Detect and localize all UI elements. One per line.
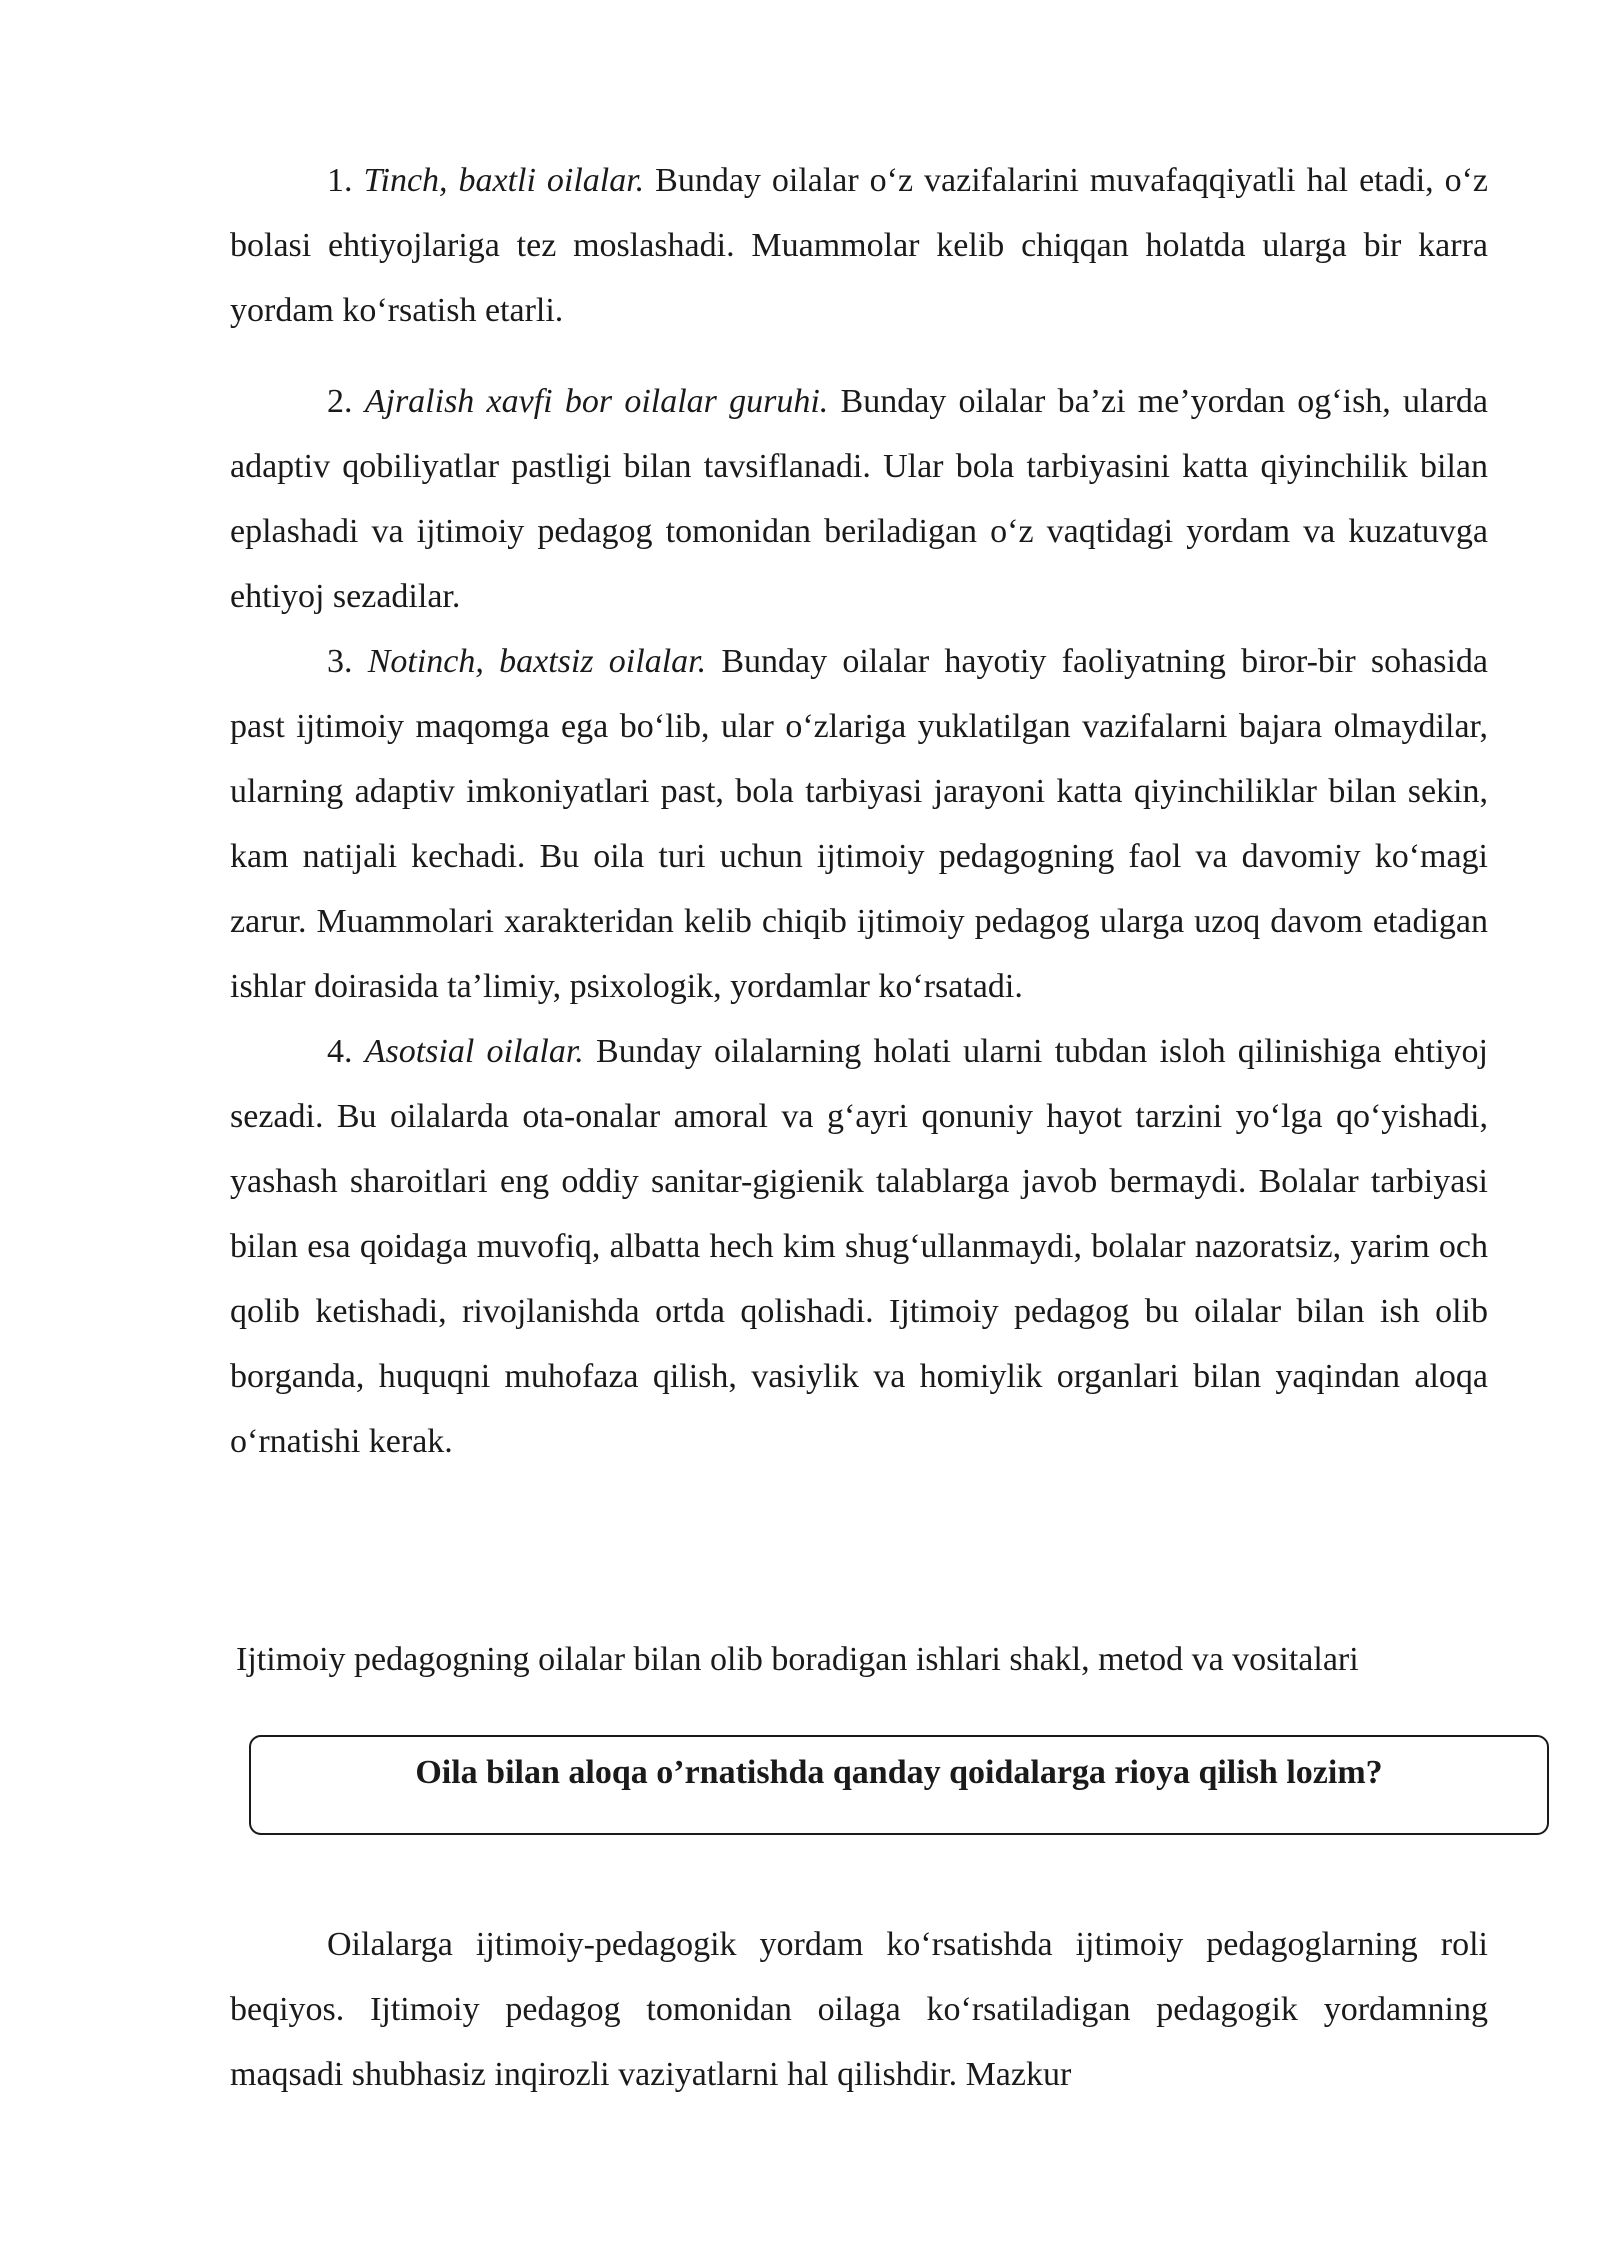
item-heading: Ajralish xavfi bor oilalar guruhi. [364,383,829,420]
item-number: 4. [327,1033,353,1070]
section-caption: Ijtimoiy pedagogning oilalar bilan olib boradigan ishlari shakl, metod va vositalari [236,1641,1359,1678]
item-text: Bunday oilalar ba’zi me’yordan og‘ish, ularda adaptiv qobiliyatlar pastligi bilan tavsiflanadi. Ular bola tarbiyasini katta qiyinchilik bilan eplashadi va ijtimoiy pedagog tomonidan beriladigan o‘z vaqtidagi yordam va kuzatuvga ehtiyoj sezadilar. [230,383,1488,615]
item-text: Bunday oilalar hayotiy faoliyatning biror-bir sohasida past ijtimoiy maqomga ega bo‘lib, ular o‘zlariga yuklatilgan vazifalarni bajara olmaydilar, ularning adaptiv imkoniyatlari past, bola tarbiyasi jarayoni katta qiyinchiliklar bilan sekin, kam natijali kechadi. Bu oila turi uchun ijtimoiy pedagogning faol va davomiy ko‘magi zarur. Muammolari xarakteridan kelib chiqib ijtimoiy pedagog ularga uzoq davom etadigan ishlar doirasida ta’limiy, psixologik, yordamlar ko‘rsatadi. [230,643,1488,1005]
item-heading: Tinch, baxtli oilalar. [363,162,645,199]
item-heading: Asotsial oilalar. [364,1033,584,1070]
final-paragraph: Oilalarga ijtimoiy-pedagogik yordam ko‘rsatishda ijtimoiy pedagoglarning roli beqiyos. Ijtimoiy pedagog tomonidan oilaga ko‘rsatiladigan pedagogik yordamning maqsadi shubhasiz inqirozli vaziyatlarni hal qilishdir. Mazkur [230,1926,1488,2093]
item-text: Bunday oilalarning holati ularni tubdan isloh qilinishiga ehtiyoj sezadi. Bu oilalarda ota-onalar amoral va g‘ayri qonuniy hayot tarzini yo‘lga qo‘yishadi, yashash sharoitlari eng oddiy sanitar-gigienik talablarga javob bermaydi. Bolalar tarbiyasi bilan esa qoidaga muvofiq, albatta hech kim shug‘ullanmaydi, bolalar nazoratsiz, yarim och qolib ketishadi, rivojlanishda ortda qolishadi. Ijtimoiy pedagog bu oilalar bilan ish olib borganda, huquqni muhofaza qilish, vasiylik va homiylik organlari bilan yaqindan aloqa o‘rnatishi kerak. [230,1033,1488,1460]
family-types-section [230,148,1488,1474]
item-text: Bunday oilalar o‘z vazifalarini muvafaqqiyatli hal etadi, o‘z bolasi ehtiyojlariga tez moslashadi. Muammolar kelib chiqqan holatda ularga bir karra yordam ko‘rsatish etarli. [230,162,1489,329]
question-box [249,1735,1549,1835]
paragraph-family-type-4 [230,1019,1488,1474]
paragraph-family-type-1 [230,148,1488,343]
paragraph-family-type-3 [230,629,1488,1019]
final-section [230,1912,1488,2107]
item-number: 2. [327,383,353,420]
question-text: Oila bilan aloqa o’rnatishda qanday qoidalarga rioya qilish lozim? [415,1754,1383,1791]
item-heading: Notinch, baxtsiz oilalar. [367,643,707,680]
paragraph-family-type-2 [230,369,1488,629]
item-number: 3. [327,643,353,680]
item-number: 1. [327,162,353,199]
